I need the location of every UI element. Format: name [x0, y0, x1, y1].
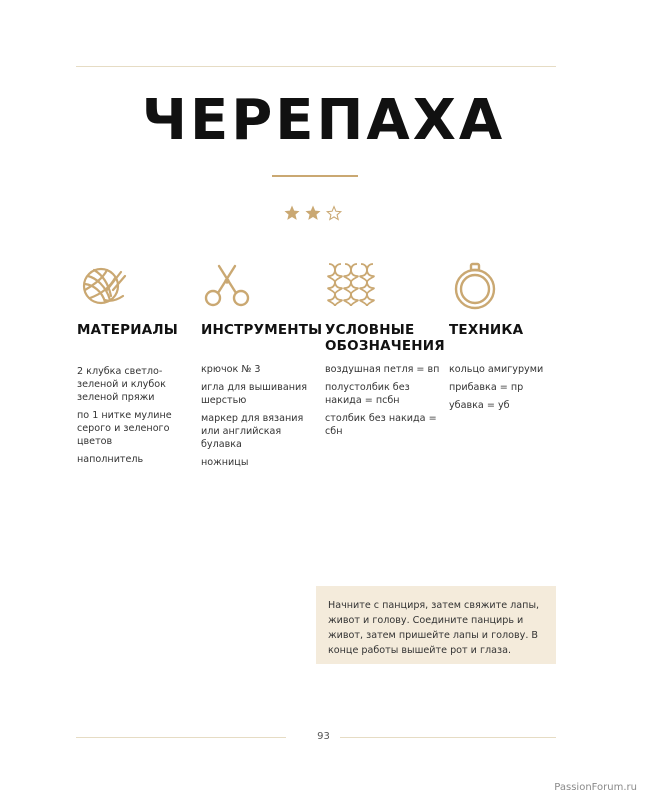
list-item: кольцо амигуруми [449, 364, 544, 375]
list-item: столбик без накида = сбн [325, 413, 437, 437]
symbols-column [325, 260, 445, 437]
page-title: ЧЕРЕПАХА [141, 88, 506, 153]
list-item: крючок № 3 [201, 364, 261, 375]
list-item: убавка = уб [449, 400, 510, 411]
technique-heading: ТЕХНИКА [449, 322, 524, 338]
knit-stitches-icon [325, 260, 377, 312]
list-item: прибавка = пр [449, 382, 524, 393]
list-item: маркер для вязания или английская булавка [201, 413, 304, 450]
technique-column [449, 260, 569, 411]
list-item: ножницы [201, 457, 249, 468]
materials-heading: МАТЕРИАЛЫ [77, 322, 178, 338]
list-item: воздушная петля = вп [325, 364, 440, 375]
instructions-note: Начните с панциря, затем свяжите лапы, живот и голову. Соедините панцирь и живот, затем пришейте лапы и голову. В конце работы вышейте рот и глаза. [316, 586, 556, 664]
embroidery-hoop-icon [449, 260, 501, 312]
yarn-ball-icon [77, 260, 129, 312]
list-item: наполнитель [77, 454, 144, 465]
star-empty-icon [325, 204, 343, 222]
title-underline [272, 175, 358, 177]
tools-heading: ИНСТРУМЕНТЫ [201, 322, 323, 338]
list-item: полустолбик без накида = псбн [325, 382, 410, 406]
list-item: игла для вышивания шерстью [201, 382, 307, 406]
star-filled-icon [283, 204, 301, 222]
watermark: PassionForum.ru [554, 782, 637, 793]
tools-column [201, 260, 323, 468]
list-item: по 1 нитке мулине серого и зеленого цветов [77, 410, 172, 447]
footer-rule-right [340, 737, 556, 738]
symbols-heading: УСЛОВНЫЕ ОБОЗНАЧЕНИЯ [325, 322, 445, 354]
top-rule [76, 66, 556, 67]
scissors-icon [201, 260, 253, 312]
page-number: 93 [317, 731, 330, 742]
star-filled-icon [304, 204, 322, 222]
difficulty-rating [283, 204, 343, 222]
list-item: 2 клубка светло-зеленой и клубок зеленой пряжи [77, 366, 166, 403]
materials-column [77, 260, 197, 465]
